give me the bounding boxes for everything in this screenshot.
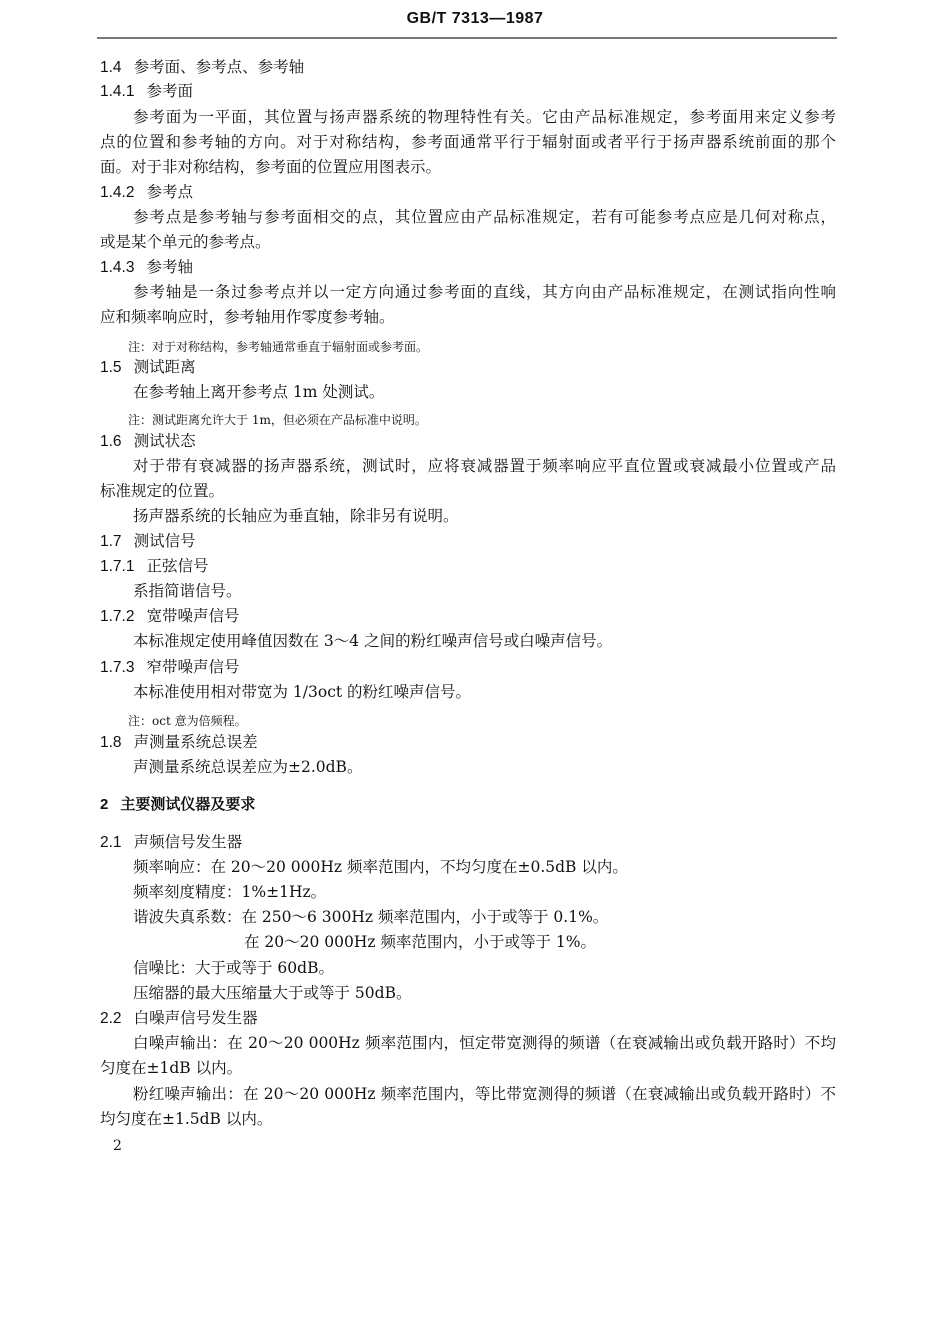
clause-heading: [100, 81, 193, 102]
clause-number: 1.4.3: [100, 259, 135, 276]
clause-number: 1.6: [100, 433, 122, 450]
clause-title: 参考面、参考点、参考轴: [133, 58, 305, 76]
paragraph-line: 本标准使用相对带宽为 1/3oct 的粉红噪声信号。: [133, 683, 472, 701]
clause-heading: [100, 531, 196, 552]
paragraph-line: 或是某个单元的参考点。: [100, 233, 271, 251]
clause-heading: [100, 257, 193, 278]
paragraph-line: 在参考轴上离开参考点 1m 处测试。: [133, 383, 385, 401]
clause-title: 参考轴: [146, 258, 193, 276]
note-text: 注：oct 意为倍频程。: [128, 714, 247, 728]
clause-heading: [100, 57, 304, 78]
clause-heading: [100, 732, 258, 753]
page-number: 2: [113, 1138, 122, 1154]
note-text: 注：对于对称结构，参考轴通常垂直于辐射面或参考面。: [128, 340, 429, 354]
clause-title: 白噪声信号发生器: [133, 1009, 258, 1027]
clause-number: 1.5: [100, 359, 122, 376]
clause-number: 2.2: [100, 1010, 122, 1027]
standard-number-header: GB/T 7313—1987: [406, 10, 544, 27]
paragraph-line: 点的位置和参考轴的方向。对于对称结构，参考面通常平行于辐射面或者平行于扬声器系统前面的那个: [100, 133, 836, 151]
clause-number: 1.4.2: [100, 184, 135, 201]
clause-heading: [100, 357, 196, 378]
clause-number: 1.7.3: [100, 659, 135, 676]
clause-number: 1.7: [100, 533, 122, 550]
clause-title: 测试信号: [133, 532, 196, 550]
paragraph-line: 频率刻度精度：1%±1Hz。: [133, 883, 327, 901]
clause-title: 主要测试仪器及要求: [120, 795, 256, 813]
paragraph-line: 均匀度在±1.5dB 以内。: [100, 1110, 273, 1128]
paragraph-line: 扬声器系统的长轴应为垂直轴，除非另有说明。: [133, 507, 459, 525]
header-divider: [97, 37, 837, 39]
clause-title: 测试状态: [133, 432, 196, 450]
clause-title: 宽带噪声信号: [146, 607, 240, 625]
paragraph-line: 标准规定的位置。: [100, 482, 225, 500]
paragraph-line: 参考点是参考轴与参考面相交的点，其位置应由产品标准规定，若有可能参考点应是几何对称点，: [133, 208, 836, 226]
paragraph-line: 参考面为一平面，其位置与扬声器系统的物理特性有关。它由产品标准规定，参考面用来定义参考: [133, 108, 836, 126]
clause-number: 1.7.2: [100, 608, 135, 625]
paragraph-line: 参考轴是一条过参考点并以一定方向通过参考面的直线，其方向由产品标准规定，在测试指向性响: [133, 283, 836, 301]
paragraph-line: 应和频率响应时，参考轴用作零度参考轴。: [100, 308, 395, 326]
paragraph-line: 在 20～20 000Hz 频率范围内，小于或等于 1%。: [244, 933, 597, 951]
clause-heading: [100, 1008, 258, 1029]
paragraph-line: 频率响应：在 20～20 000Hz 频率范围内，不均匀度在±0.5dB 以内。: [133, 858, 628, 876]
note-text: 注：测试距离允许大于 1m，但必须在产品标准中说明。: [128, 413, 427, 427]
clause-title: 窄带噪声信号: [146, 658, 240, 676]
clause-number: 1.4.1: [100, 83, 135, 100]
clause-number: 1.4: [100, 59, 122, 76]
clause-number: 1.8: [100, 734, 122, 751]
clause-title: 声测量系统总误差: [133, 733, 258, 751]
clause-title: 参考点: [146, 183, 193, 201]
clause-number: 1.7.1: [100, 558, 135, 575]
paragraph-line: 信噪比：大于或等于 60dB。: [133, 959, 334, 977]
clause-heading: [100, 657, 240, 678]
clause-title: 参考面: [146, 82, 193, 100]
clause-heading: [100, 431, 196, 452]
paragraph-line: 本标准规定使用峰值因数在 3～4 之间的粉红噪声信号或白噪声信号。: [133, 632, 613, 650]
clause-heading: [100, 556, 209, 577]
clause-title: 测试距离: [133, 358, 196, 376]
clause-title: 声频信号发生器: [133, 833, 243, 851]
clause-heading: [100, 182, 193, 203]
section-heading: [100, 794, 255, 815]
clause-heading: [100, 832, 242, 853]
paragraph-line: 粉红噪声输出：在 20～20 000Hz 频率范围内，等比带宽测得的频谱（在衰减输出或负载开路时）不: [133, 1085, 836, 1103]
paragraph-line: 系指简谐信号。: [133, 582, 242, 600]
clause-number: 2.1: [100, 834, 122, 851]
clause-number: 2: [100, 796, 109, 813]
paragraph-line: 匀度在±1dB 以内。: [100, 1059, 243, 1077]
paragraph-line: 声测量系统总误差应为±2.0dB。: [133, 758, 363, 776]
paragraph-line: 面。对于非对称结构，参考面的位置应用图表示。: [100, 158, 442, 176]
paragraph-line: 谐波失真系数：在 250～6 300Hz 频率范围内，小于或等于 0.1%。: [133, 908, 609, 926]
paragraph-line: 白噪声输出：在 20～20 000Hz 频率范围内，恒定带宽测得的频谱（在衰减输出或负载开路时）不均: [133, 1034, 836, 1052]
clause-title: 正弦信号: [146, 557, 209, 575]
paragraph-line: 对于带有衰减器的扬声器系统，测试时，应将衰减器置于频率响应平直位置或衰减最小位置或产品: [133, 457, 836, 475]
paragraph-line: 压缩器的最大压缩量大于或等于 50dB。: [133, 984, 412, 1002]
clause-heading: [100, 606, 240, 627]
